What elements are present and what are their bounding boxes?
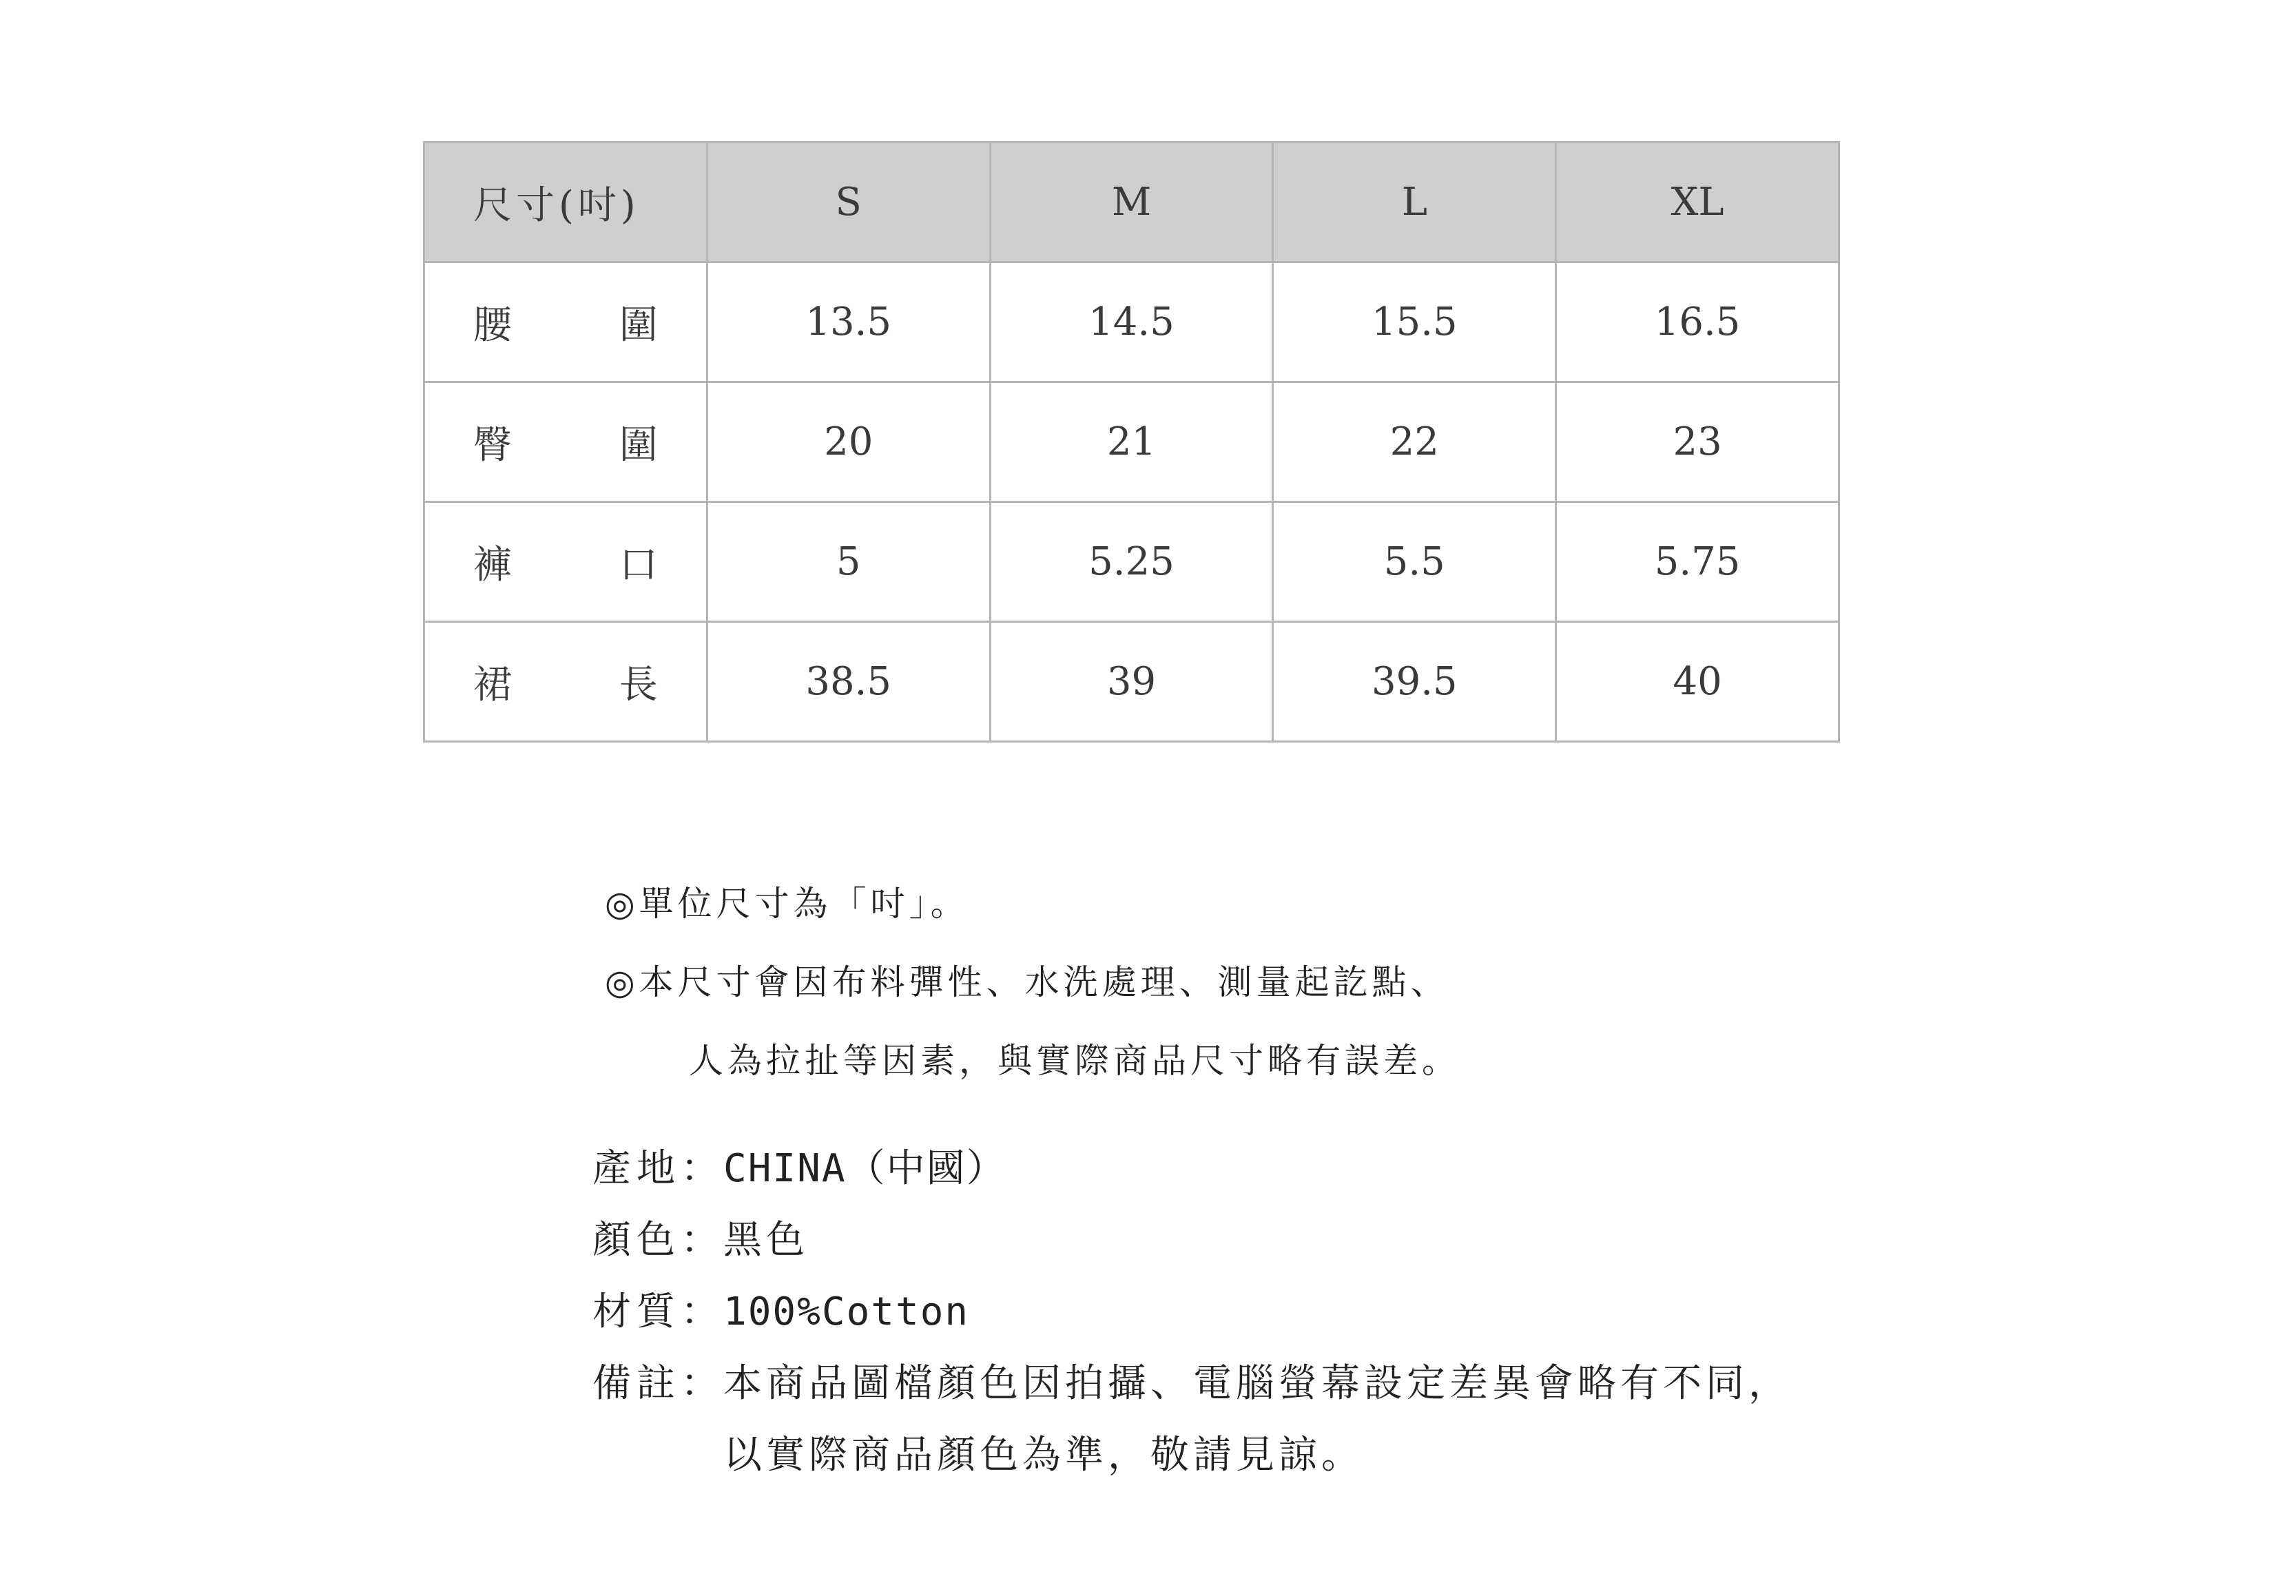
row-hip-label: 臀 圍 bbox=[424, 382, 707, 502]
header-size-m: M bbox=[990, 143, 1273, 262]
row-skirt-length bbox=[424, 622, 1839, 742]
waist-xl: 16.5 bbox=[1556, 262, 1839, 382]
row-waist bbox=[424, 262, 1839, 382]
row-hem bbox=[424, 502, 1839, 622]
size-chart-header-row bbox=[424, 143, 1839, 262]
info-color bbox=[592, 1205, 1791, 1276]
size-chart-table bbox=[423, 141, 1840, 743]
hem-xl: 5.75 bbox=[1556, 502, 1839, 622]
header-size-unit bbox=[424, 143, 707, 262]
waist-m: 14.5 bbox=[990, 262, 1273, 382]
waist-l: 15.5 bbox=[1273, 262, 1556, 382]
hip-m: 21 bbox=[990, 382, 1273, 502]
skirt-length-xl: 40 bbox=[1556, 622, 1839, 742]
info-origin bbox=[592, 1133, 1791, 1205]
skirt-length-l: 39.5 bbox=[1273, 622, 1556, 742]
note-tolerance-continued: 人為拉扯等因素，與實際商品尺寸略有誤差。 bbox=[689, 1041, 1460, 1081]
row-skirt-length-label: 裙 長 bbox=[424, 622, 707, 742]
info-material bbox=[592, 1276, 1791, 1348]
origin-value: CHINA（中國） bbox=[723, 1146, 1006, 1191]
row-hip bbox=[424, 382, 1839, 502]
skirt-length-m: 39 bbox=[990, 622, 1273, 742]
hip-s: 20 bbox=[707, 382, 990, 502]
header-size-l: L bbox=[1273, 143, 1556, 262]
remark-label: 備註： bbox=[592, 1361, 725, 1406]
header-size-xl: XL bbox=[1556, 143, 1839, 262]
color-value: 黑色 bbox=[723, 1218, 809, 1263]
remark-line-1: 本商品圖檔顏色因拍攝、電腦螢幕設定差異會略有不同， bbox=[723, 1361, 1791, 1406]
header-size-s: S bbox=[707, 143, 990, 262]
hip-xl: 23 bbox=[1556, 382, 1839, 502]
hem-s: 5 bbox=[707, 502, 990, 622]
hem-l: 5.5 bbox=[1273, 502, 1556, 622]
origin-label: 產地： bbox=[592, 1146, 725, 1191]
size-notes bbox=[605, 864, 1460, 1100]
hip-l: 22 bbox=[1273, 382, 1556, 502]
row-hem-label: 褲 口 bbox=[424, 502, 707, 622]
skirt-length-s: 38.5 bbox=[707, 622, 990, 742]
product-info bbox=[592, 1133, 1791, 1491]
note-unit: ◎單位尺寸為「吋」。 bbox=[605, 884, 969, 924]
info-remark bbox=[592, 1348, 1791, 1420]
note-tolerance: ◎本尺寸會因布料彈性、水洗處理、測量起訖點、 bbox=[605, 962, 1449, 1002]
remark-line-2: 以實際商品顏色為準，敬請見諒。 bbox=[723, 1433, 1364, 1478]
hem-m: 5.25 bbox=[990, 502, 1273, 622]
material-label: 材質： bbox=[592, 1289, 725, 1334]
material-value: 100%Cotton bbox=[723, 1289, 970, 1334]
waist-s: 13.5 bbox=[707, 262, 990, 382]
info-remark-continued bbox=[592, 1420, 1791, 1491]
header-size-unit-label: 尺寸(吋) bbox=[473, 183, 640, 228]
color-label: 顏色： bbox=[592, 1218, 725, 1263]
row-waist-label: 腰 圍 bbox=[424, 262, 707, 382]
